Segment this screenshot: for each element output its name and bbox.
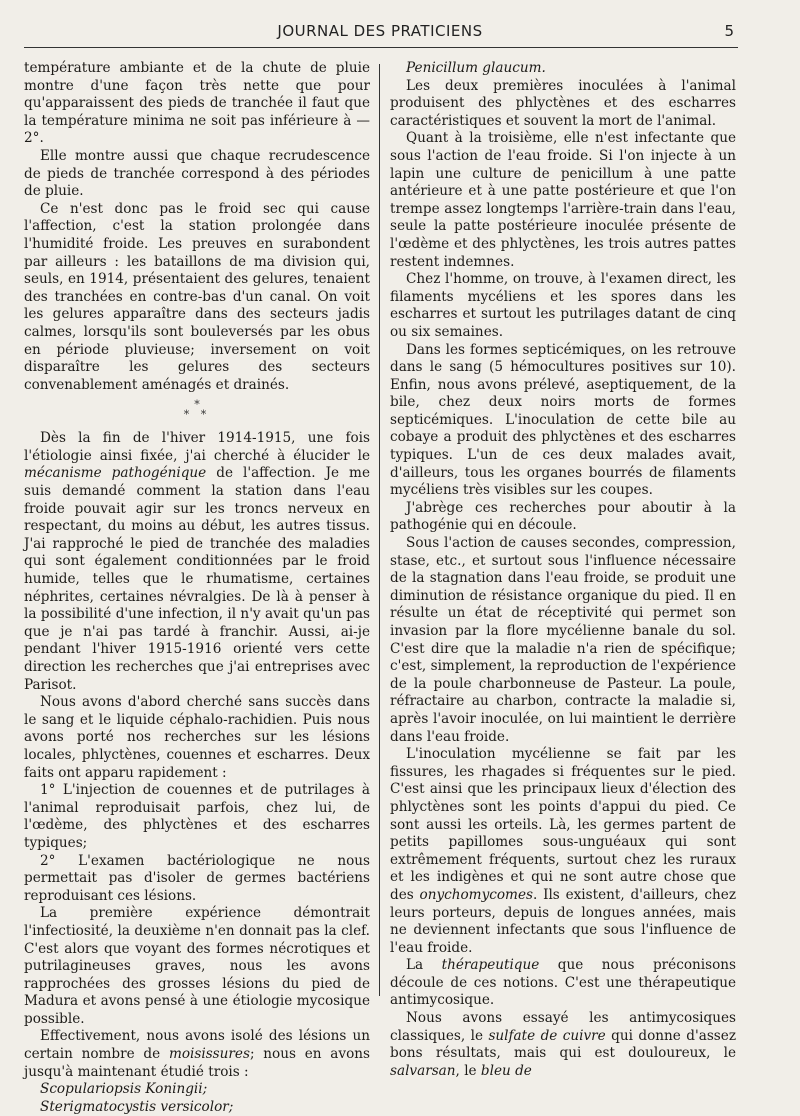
journal-title: JOURNAL DES PRATICIENS (277, 22, 483, 40)
text-run: L'inoculation mycélienne se fait par les fissures, les rhagades si fréquentes sur le pied. C'est ainsi que les principaux lieux d'élection des phlyctènes sont les points d'appui du pied. Ce sont aussi les orteils. Là, les germes partent de petits papillomes sous-unguéaux qui sont extrêmement fréquents, surtout chez les ruraux et les indigènes et qui ne sont autre chose que des (390, 746, 736, 903)
paragraph: Nous avons d'abord cherché sans succès dans le sang et le liquide céphalo-rachidien. Puis nous avons porté nos recherches sur les lésions locales, phlyctènes, couennes et escharres. Deux faits ont apparu rapidement : (24, 694, 370, 781)
species-name (24, 1099, 370, 1116)
paragraph (24, 430, 370, 694)
italic-term: mécanisme pathogénique (24, 465, 207, 482)
paragraph (390, 1010, 736, 1080)
species-name (390, 60, 736, 78)
paragraph: 2° L'examen bactériologique ne nous permettait pas d'isoler de germes bactériens reproduisant ces lésions. (24, 852, 370, 904)
text-run: Nous avons essayé les antimycosiques classiques, le (390, 1010, 736, 1044)
separator-stars-bottom: * * (183, 408, 211, 422)
page-number: 5 (724, 22, 734, 40)
italic-term: bleu de (480, 1062, 532, 1079)
paragraph: Quant à la troisième, elle n'est infectante que sous l'action de l'eau froide. Si l'on injecte à un lapin une culture de penicillum à une patte antérieure et à une patte postérieure et que l'on trempe assez longtemps l'arrière-train dans l'eau, seule la patte postérieure inoculée présente de l'œdème et des phlyctènes, les trois autres pattes restent indemnes. (390, 130, 736, 270)
paragraph (390, 746, 736, 957)
italic-term: thérapeutique (441, 957, 540, 974)
species-italic: Scopulariopsis Koningii; (40, 1081, 208, 1098)
species-italic: Penicillum glaucum. (406, 60, 546, 76)
text-run: Effectivement, nous avons isolé des lésions un certain nombre de (24, 1028, 370, 1063)
paragraph: Les deux premières inoculées à l'animal produisent des phlyctènes et des escharres caractéristiques et souvent la mort de l'animal. (390, 77, 736, 129)
paragraph: Elle montre aussi que chaque recrudescence de pieds de tranchée correspond à des périodes de pluie. (24, 147, 370, 200)
paragraph: Chez l'homme, on trouve, à l'examen direct, les filaments mycéliens et les spores dans les escharres et surtout les putrilages datant de cinq ou six semaines. (390, 271, 736, 340)
paragraph: 1° L'injection de couennes et de putrilages à l'animal reproduisait parfois, chez lui, de l'œdème, des phlyctènes et des escharres typiques; (24, 782, 370, 851)
paragraph: La première expérience démontrait l'infectiosité, la deuxième n'en donnait pas la clef. C'est alors que voyant des formes nécrotiques et putrilagineuses graves, nous les avons rapprochées des grosses lésions du pied de Madura et avons pensé à une étiologie mycosique possible. (24, 905, 370, 1027)
paragraph: Ce n'est donc pas le froid sec qui cause l'affection, c'est la station prolongée dans l'humidité froide. Les preuves en surabondent par ailleurs : les bataillons de ma division qui, seuls, en 1914, présentaient des gelures, tenaient des tranchées en contre-bas d'un canal. On voit les gelures apparaître dans des secteurs jadis calmes, lorsqu'ils sont bouleversés par les obus en période pluvieuse; inversement on voit disparaître les gelures des secteurs convenablement aménagés et drainés. (24, 200, 370, 393)
separator-star-top: * (194, 398, 200, 412)
paragraph: Dans les formes septicémiques, on les retrouve dans le sang (5 hémocultures positives sur 10). Enfin, nous avons prélevé, aseptiquement, de la bile, chez deux noirs morts de formes septicémiques. L'inoculation de cette bile au cobaye a produit des phlyctènes et des escharres typiques. L'un de ces deux malades avait, d'ailleurs, tous les organes bourrés de filaments mycéliens très visibles sur les coupes. (390, 341, 736, 499)
running-header (20, 22, 740, 44)
text-run: que nous préconisons découle de ces notions. C'est une thérapeutique antimycosique. (390, 957, 736, 1009)
column-divider (379, 64, 380, 996)
section-separator (24, 400, 370, 420)
left-column (24, 60, 370, 1116)
right-column (390, 60, 736, 1080)
paragraph: J'abrège ces recherches pour aboutir à la pathogénie qui en découle. (390, 499, 736, 534)
paragraph: Sous l'action de causes secondes, compression, stase, etc., et surtout sous l'influence nécessaire de la stagnation dans l'eau froide, se produit une diminution de résistance organique du pied. Il en résulte un état de réceptivité qui permet son invasion par la flore mycélienne banale du sol. C'est dire que la maladie n'a rien de spécifique; c'est, simplement, la reproduction de l'expérience de la poule charbonneuse de Pasteur. La poule, réfractaire au charbon, contracte la maladie si, après l'avoir inoculée, on lui maintient le derrière dans l'eau froide. (390, 535, 736, 745)
text-run: qui donne d'assez bons résultats, mais qui est douloureux, le (390, 1027, 736, 1062)
text-run: Dès la fin de l'hiver 1914-1915, une fois l'étiologie ainsi fixée, j'ai cherché à élucider le (24, 430, 370, 464)
italic-term: sulfate de cuivre (488, 1027, 606, 1044)
text-run: de l'affection. Je me suis demandé comment la station dans l'eau froide pouvait agir sur les troncs nerveux en respectant, du moins au début, les autres tissus. J'ai rapproché le pied de tranchée des maladies qui sont également conditionnées par le froid humide, telles que le rhumatisme, certaines néphrites, certaines névralgies. De là à penser à la possibilité d'une infection, il n'y avait qu'un pas que je n'ai pas tardé à franchir. Aussi, ai-je pendant l'hiver 1915-1916 orienté vers cette direction les recherches que j'ai entreprises avec Parisot. (24, 465, 370, 693)
species-name (24, 1081, 370, 1099)
species-italic: Sterigmatocystis versicolor; (40, 1098, 234, 1115)
text-run: , le (455, 1062, 481, 1079)
text-run: ; nous en avons jusqu'à maintenant étudié trois : (24, 1046, 370, 1080)
italic-term: moisissures (168, 1046, 250, 1063)
text-run: . Ils existent, d'ailleurs, chez leurs porteurs, depuis de longues années, mais ne deviennent infectants que sous l'influence de l'eau froide. (390, 886, 736, 956)
header-rule (24, 47, 738, 48)
paragraph: température ambiante et de la chute de pluie montre d'une façon très nette que pour qu'apparaissent des pieds de tranchée il faut que la température minima ne soit pas inférieure à — 2°. (24, 60, 370, 147)
italic-term: onychomycomes (419, 886, 533, 903)
italic-term: salvarsan (390, 1062, 456, 1079)
paragraph (390, 957, 736, 1010)
text-run: La (406, 957, 442, 974)
